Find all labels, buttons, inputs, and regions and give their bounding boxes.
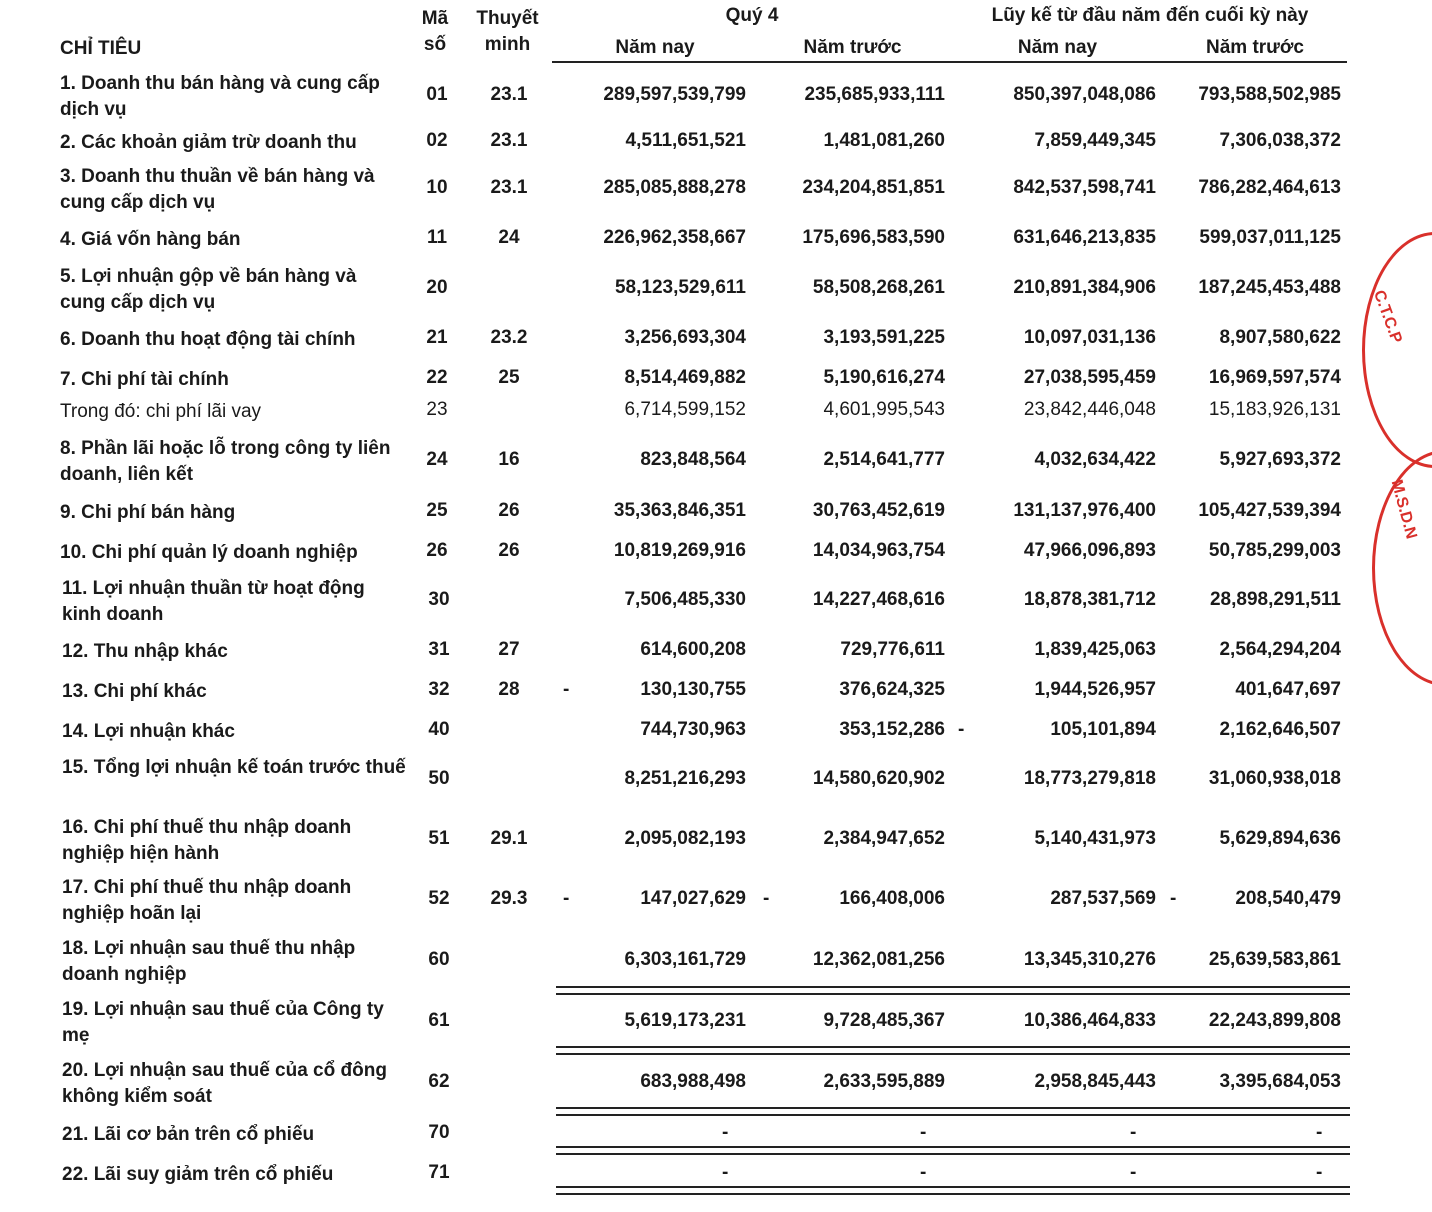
row-note: 24 xyxy=(498,227,520,248)
row-note: 23.1 xyxy=(490,177,528,198)
row-value-q4-this: 147,027,629 xyxy=(640,888,746,909)
row-label: 2. Các khoản giảm trừ doanh thu xyxy=(60,132,357,153)
row-value-ytd-this: 1,944,526,957 xyxy=(1034,679,1156,700)
row-value-q4-prev: 14,580,620,902 xyxy=(812,768,945,789)
negative-sign: - xyxy=(563,888,570,909)
row-note: 23.1 xyxy=(490,130,528,151)
row-value-ytd-prev: 16,969,597,574 xyxy=(1208,367,1341,388)
row-value-q4-this: 4,511,651,521 xyxy=(625,130,746,151)
row-value-q4-prev: - xyxy=(920,1122,927,1143)
row-note: 26 xyxy=(498,540,520,561)
row-value-ytd-prev: 401,647,697 xyxy=(1235,679,1341,700)
row-value-ytd-this: 2,958,845,443 xyxy=(1034,1071,1156,1092)
row-code: 24 xyxy=(426,449,448,470)
header-thuyet-minh-1: Thuyết xyxy=(476,8,539,29)
row-value-q4-this: 285,085,888,278 xyxy=(603,177,746,198)
row-value-ytd-this: 47,966,096,893 xyxy=(1023,540,1156,561)
row-note: 28 xyxy=(498,679,520,700)
row-code: 60 xyxy=(428,949,450,970)
row-value-q4-this: 614,600,208 xyxy=(640,639,746,660)
row-note: 26 xyxy=(498,500,520,521)
row-value-q4-prev: 175,696,583,590 xyxy=(802,227,945,248)
row-value-q4-this: 10,819,269,916 xyxy=(613,540,746,561)
row-code: 51 xyxy=(428,828,450,849)
company-stamp-top xyxy=(1362,232,1432,468)
row-value-q4-prev: 9,728,485,367 xyxy=(823,1010,945,1031)
row-value-ytd-this: 18,773,279,818 xyxy=(1023,768,1156,789)
row-value-ytd-prev: 2,162,646,507 xyxy=(1219,719,1341,740)
row-note: 16 xyxy=(498,449,520,470)
negative-sign: - xyxy=(958,719,965,740)
row-value-ytd-prev: 5,629,894,636 xyxy=(1219,828,1341,849)
row-value-q4-this: 130,130,755 xyxy=(640,679,746,700)
row-note: 23.2 xyxy=(490,327,528,348)
row-label: 19. Lợi nhuận sau thuế của Công ty mẹ xyxy=(62,999,384,1046)
row-value-ytd-this: - xyxy=(1130,1162,1137,1183)
row-value-q4-prev: 58,508,268,261 xyxy=(812,277,945,298)
row-code: 10 xyxy=(426,177,448,198)
row-note: 25 xyxy=(498,367,520,388)
negative-sign: - xyxy=(1170,888,1177,909)
row-value-ytd-this: 1,839,425,063 xyxy=(1034,639,1156,660)
header-ma-so-2: số xyxy=(423,34,447,55)
row-label: 20. Lợi nhuận sau thuế của cổ đông không kiểm soát xyxy=(62,1060,387,1107)
double-underline xyxy=(556,1186,1350,1195)
row-value-ytd-this: 4,032,634,422 xyxy=(1034,449,1156,470)
stamp-text-bottom: M.S.D.N xyxy=(1387,478,1420,541)
row-value-q4-this: - xyxy=(722,1162,729,1183)
row-label: 13. Chi phí khác xyxy=(62,681,207,702)
row-label: 16. Chi phí thuế thu nhập doanh nghiệp hiện hành xyxy=(62,817,352,864)
row-value-ytd-prev: 28,898,291,511 xyxy=(1209,589,1341,610)
row-code: 62 xyxy=(428,1071,450,1092)
header-luy-ke: Lũy kế từ đầu năm đến cuối kỳ này xyxy=(991,5,1309,26)
row-note: 27 xyxy=(498,639,520,660)
row-value-q4-this: 6,303,161,729 xyxy=(624,949,746,970)
row-value-q4-this: 823,848,564 xyxy=(640,449,746,470)
row-value-q4-prev: 3,193,591,225 xyxy=(823,327,945,348)
row-value-q4-prev: 376,624,325 xyxy=(839,679,945,700)
row-value-ytd-this: 27,038,595,459 xyxy=(1023,367,1156,388)
row-label: 3. Doanh thu thuần về bán hàng và cung cấp dịch vụ xyxy=(60,166,375,213)
row-note: 29.3 xyxy=(490,888,528,909)
row-value-ytd-this: 131,137,976,400 xyxy=(1013,500,1156,521)
row-value-ytd-this: 23,842,446,048 xyxy=(1023,399,1156,420)
row-value-ytd-this: 7,859,449,345 xyxy=(1034,130,1156,151)
row-value-ytd-this: 5,140,431,973 xyxy=(1034,828,1156,849)
row-label: 6. Doanh thu hoạt động tài chính xyxy=(60,329,356,350)
row-code: 25 xyxy=(426,500,448,521)
row-value-ytd-prev: 25,639,583,861 xyxy=(1208,949,1341,970)
row-value-q4-this: 7,506,485,330 xyxy=(624,589,746,610)
row-value-q4-this: 3,256,693,304 xyxy=(624,327,746,348)
row-value-ytd-prev: 8,907,580,622 xyxy=(1219,327,1341,348)
double-underline xyxy=(556,1107,1350,1116)
header-thuyet-minh-2: minh xyxy=(484,34,531,55)
row-label: 7. Chi phí tài chính xyxy=(60,369,229,390)
row-value-q4-this: 744,730,963 xyxy=(640,719,746,740)
row-code: 02 xyxy=(426,130,448,151)
row-code: 20 xyxy=(426,277,448,298)
header-q4-nam-truoc: Năm trước xyxy=(803,37,902,58)
row-value-q4-prev: 2,384,947,652 xyxy=(823,828,945,849)
row-value-q4-prev: - xyxy=(920,1162,927,1183)
header-q4-nam-nay: Năm nay xyxy=(615,37,695,58)
row-value-ytd-prev: 2,564,294,204 xyxy=(1219,639,1341,660)
row-code: 26 xyxy=(426,540,448,561)
row-value-q4-prev: 729,776,611 xyxy=(840,639,945,660)
row-value-q4-prev: 166,408,006 xyxy=(839,888,945,909)
row-code: 21 xyxy=(426,327,448,348)
row-code: 71 xyxy=(428,1162,450,1183)
row-code: 23 xyxy=(426,399,448,420)
double-underline xyxy=(556,1046,1350,1055)
row-value-ytd-this: 850,397,048,086 xyxy=(1013,84,1156,105)
row-value-q4-this: 35,363,846,351 xyxy=(613,500,746,521)
row-value-ytd-prev: 793,588,502,985 xyxy=(1198,84,1341,105)
row-value-ytd-prev: 187,245,453,488 xyxy=(1198,277,1341,298)
row-value-q4-prev: 14,227,468,616 xyxy=(812,589,945,610)
row-value-ytd-this: - xyxy=(1130,1122,1137,1143)
row-value-ytd-prev: 15,183,926,131 xyxy=(1208,399,1341,420)
row-code: 32 xyxy=(428,679,450,700)
header-chi-tieu: CHỈ TIÊU xyxy=(60,38,142,59)
header-underline xyxy=(552,61,1347,63)
row-note: 29.1 xyxy=(490,828,528,849)
row-value-ytd-this: 13,345,310,276 xyxy=(1023,949,1156,970)
header-ma-so-1: Mã xyxy=(421,8,449,29)
row-value-q4-prev: 353,152,286 xyxy=(839,719,945,740)
row-value-q4-this: 8,514,469,882 xyxy=(624,367,746,388)
stamp-text-top: C.T.C.P xyxy=(1370,288,1405,346)
row-value-q4-prev: 235,685,933,111 xyxy=(804,84,945,105)
row-value-ytd-this: 842,537,598,741 xyxy=(1013,177,1156,198)
row-value-q4-prev: 234,204,851,851 xyxy=(802,177,945,198)
row-code: 11 xyxy=(426,227,448,248)
row-value-ytd-prev: 22,243,899,808 xyxy=(1208,1010,1341,1031)
row-value-q4-this: 226,962,358,667 xyxy=(603,227,746,248)
row-value-q4-prev: 30,763,452,619 xyxy=(812,500,945,521)
row-value-ytd-prev: 786,282,464,613 xyxy=(1198,177,1341,198)
row-label: 12. Thu nhập khác xyxy=(62,641,228,662)
row-value-q4-this: 8,251,216,293 xyxy=(624,768,746,789)
row-value-q4-prev: 2,633,595,889 xyxy=(823,1071,945,1092)
row-value-q4-prev: 1,481,081,260 xyxy=(823,130,945,151)
row-value-q4-this: 58,123,529,611 xyxy=(614,277,746,298)
row-code: 50 xyxy=(428,768,450,789)
row-value-ytd-this: 210,891,384,906 xyxy=(1013,277,1156,298)
row-label: 15. Tổng lợi nhuận kế toán trước thuế xyxy=(62,757,406,778)
row-value-ytd-prev: 105,427,539,394 xyxy=(1198,500,1341,521)
row-label: 8. Phần lãi hoặc lỗ trong công ty liên doanh, liên kết xyxy=(60,438,391,485)
row-code: 22 xyxy=(426,367,448,388)
row-label: 21. Lãi cơ bản trên cổ phiếu xyxy=(62,1124,315,1145)
row-value-ytd-prev: 31,060,938,018 xyxy=(1208,768,1341,789)
row-value-q4-prev: 4,601,995,543 xyxy=(823,399,945,420)
row-value-ytd-prev: 208,540,479 xyxy=(1235,888,1341,909)
row-label: 18. Lợi nhuận sau thuế thu nhập doanh nghiệp xyxy=(62,938,356,985)
row-value-ytd-prev: 3,395,684,053 xyxy=(1219,1071,1341,1092)
header-quy4: Quý 4 xyxy=(725,5,779,26)
row-value-ytd-this: 10,097,031,136 xyxy=(1023,327,1156,348)
row-value-ytd-prev: 599,037,011,125 xyxy=(1199,227,1341,248)
header-ytd-nam-nay: Năm nay xyxy=(1017,37,1098,58)
row-value-q4-prev: 2,514,641,777 xyxy=(823,449,945,470)
row-value-q4-prev: 14,034,963,754 xyxy=(812,540,945,561)
double-underline xyxy=(556,986,1350,995)
row-label: 1. Doanh thu bán hàng và cung cấp dịch vụ xyxy=(60,73,380,120)
row-code: 40 xyxy=(428,719,450,740)
row-value-ytd-this: 287,537,569 xyxy=(1050,888,1156,909)
row-value-ytd-this: 10,386,464,833 xyxy=(1023,1010,1156,1031)
row-value-ytd-this: 105,101,894 xyxy=(1050,719,1156,740)
negative-sign: - xyxy=(563,679,570,700)
row-code: 52 xyxy=(428,888,450,909)
row-code: 70 xyxy=(428,1122,450,1143)
row-label: 5. Lợi nhuận gộp về bán hàng và cung cấp dịch vụ xyxy=(60,266,357,313)
row-label: 11. Lợi nhuận thuần từ hoạt động kinh doanh xyxy=(62,578,365,625)
row-value-q4-this: 5,619,173,231 xyxy=(624,1010,746,1031)
row-value-ytd-prev: - xyxy=(1316,1162,1323,1183)
row-value-ytd-prev: 7,306,038,372 xyxy=(1219,130,1341,151)
row-value-ytd-prev: 5,927,693,372 xyxy=(1219,449,1341,470)
row-value-q4-prev: 5,190,616,274 xyxy=(823,367,945,388)
row-code: 01 xyxy=(426,84,448,105)
row-code: 31 xyxy=(428,639,450,660)
row-code: 61 xyxy=(428,1010,450,1031)
row-value-ytd-this: 18,878,381,712 xyxy=(1023,589,1156,610)
row-label: 14. Lợi nhuận khác xyxy=(62,721,235,742)
row-value-q4-this: 289,597,539,799 xyxy=(603,84,746,105)
row-value-q4-this: 6,714,599,152 xyxy=(624,399,746,420)
row-value-q4-this: 2,095,082,193 xyxy=(624,828,746,849)
row-label: 10. Chi phí quản lý doanh nghiệp xyxy=(60,542,358,563)
double-underline xyxy=(556,1146,1350,1155)
row-value-ytd-prev: 50,785,299,003 xyxy=(1208,540,1341,561)
row-label: Trong đó: chi phí lãi vay xyxy=(60,401,262,422)
row-label: 17. Chi phí thuế thu nhập doanh nghiệp hoãn lại xyxy=(62,877,352,924)
row-value-ytd-prev: - xyxy=(1316,1122,1323,1143)
row-value-q4-this: 683,988,498 xyxy=(640,1071,746,1092)
row-code: 30 xyxy=(428,589,450,610)
header-ytd-nam-truoc: Năm trước xyxy=(1205,37,1304,58)
row-label: 9. Chi phí bán hàng xyxy=(60,502,236,523)
row-note: 23.1 xyxy=(490,84,528,105)
row-value-q4-prev: 12,362,081,256 xyxy=(812,949,945,970)
row-label: 22. Lãi suy giảm trên cổ phiếu xyxy=(62,1164,334,1185)
row-value-q4-this: - xyxy=(722,1122,729,1143)
row-label: 4. Giá vốn hàng bán xyxy=(60,229,241,250)
negative-sign: - xyxy=(763,888,770,909)
row-value-ytd-this: 631,646,213,835 xyxy=(1013,227,1156,248)
